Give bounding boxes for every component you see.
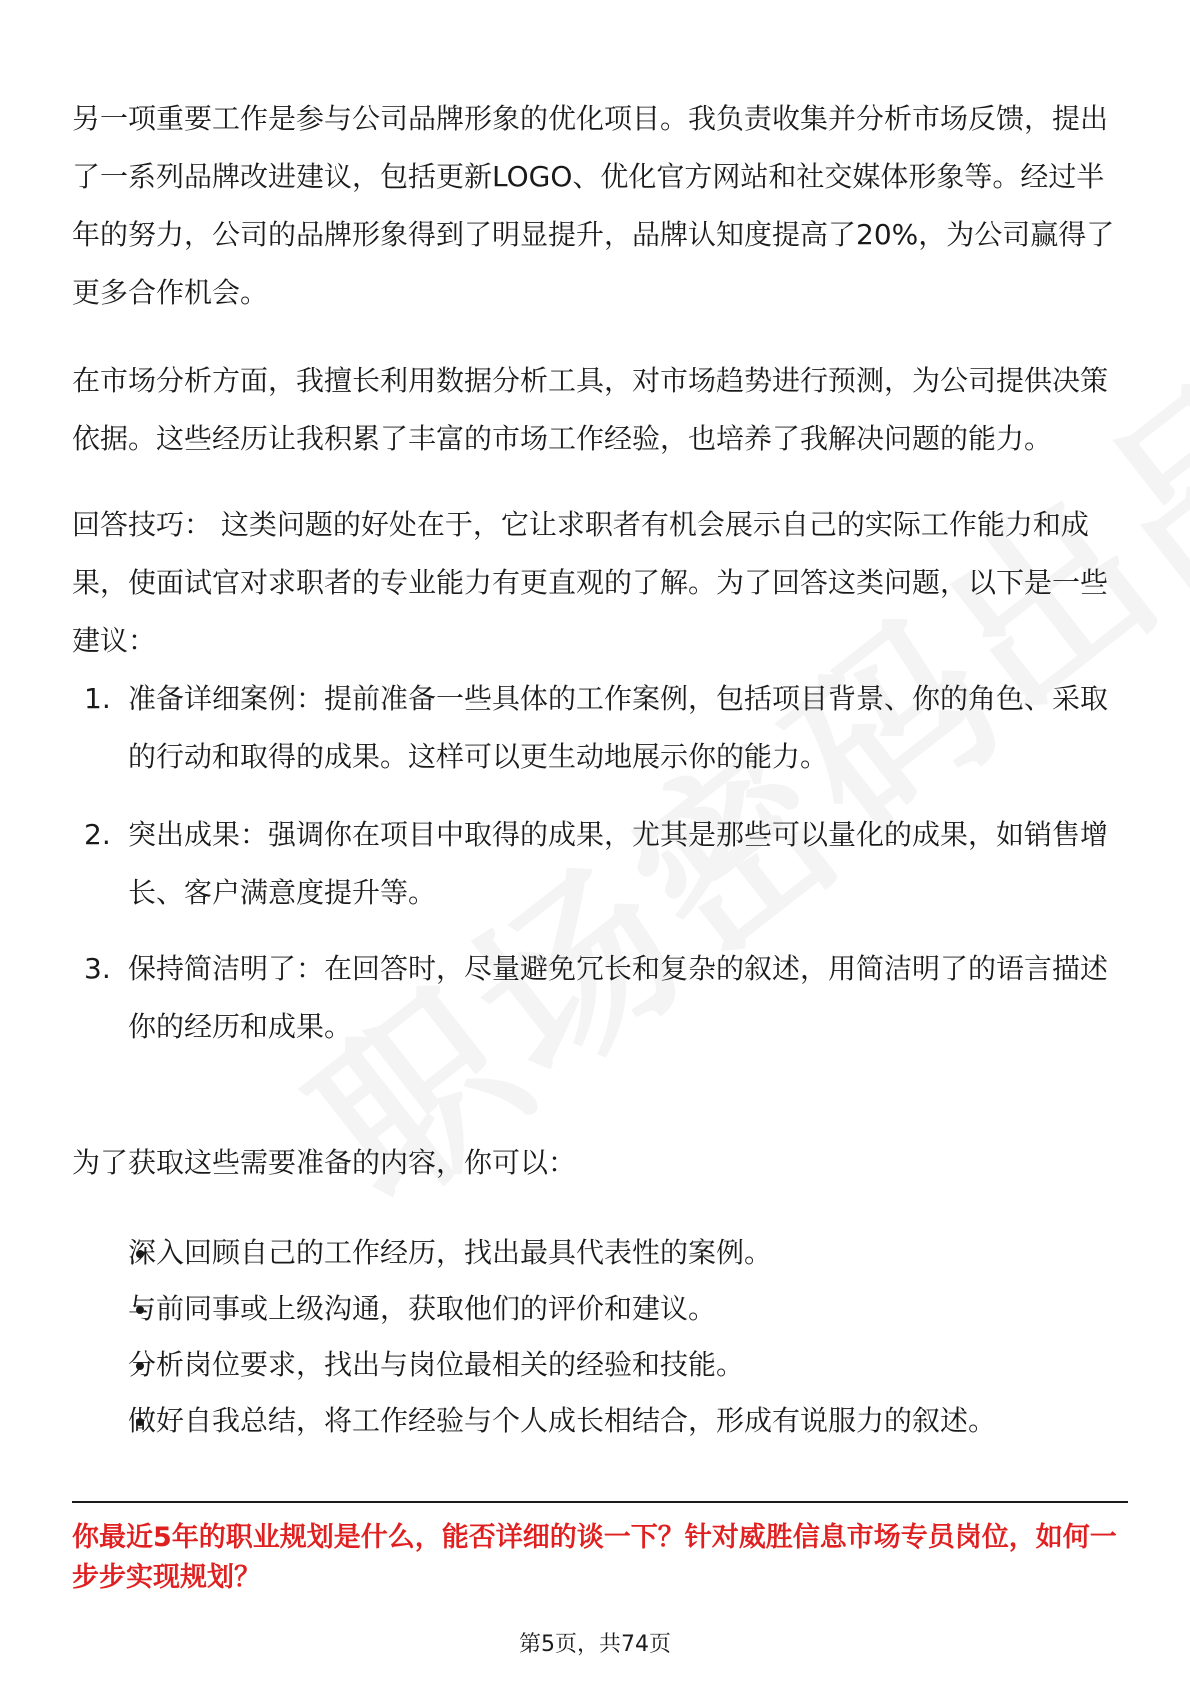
next-question-heading: 你最近5年的职业规划是什么，能否详细的谈一下？针对威胜信息市场专员岗位，如何一步步实现规划？ — [72, 1522, 1117, 1593]
section-divider — [72, 1501, 1128, 1503]
list-text: 深入回顾自己的工作经历，找出最具代表性的案例。 — [128, 1236, 773, 1269]
paragraph-answer-tips: 回答技巧： 这类问题的好处在于，它让求职者有机会展示自己的实际工作能力和成果，使面试官对求职者的专业能力有更直观的了解。为了回答这类问题，以下是一些建议： — [72, 508, 1109, 657]
list-item — [72, 1280, 1128, 1338]
list-item — [72, 1392, 1128, 1450]
list-text: 分析岗位要求，找出与岗位最相关的经验和技能。 — [128, 1348, 745, 1381]
list-text: 做好自我总结，将工作经验与个人成长相结合，形成有说服力的叙述。 — [128, 1404, 997, 1437]
list-text: 保持简洁明了：在回答时，尽量避免冗长和复杂的叙述，用简洁明了的语言描述你的经历和成果。 — [128, 952, 1109, 1043]
list-text: 准备详细案例：提前准备一些具体的工作案例，包括项目背景、你的角色、采取的行动和取得的成果。这样可以更生动地展示你的能力。 — [128, 682, 1109, 773]
page-footer: 第5页，共74页 — [519, 1632, 671, 1657]
list-item — [72, 1224, 1128, 1282]
paragraph-market-analysis: 在市场分析方面，我擅长利用数据分析工具，对市场趋势进行预测，为公司提供决策依据。这些经历让我积累了丰富的市场工作经验，也培养了我解决问题的能力。 — [72, 364, 1109, 455]
paragraph-brand-project: 另一项重要工作是参与公司品牌形象的优化项目。我负责收集并分析市场反馈，提出了一系列品牌改进建议，包括更新LOGO、优化官方网站和社交媒体形象等。经过半年的努力，公司的品牌形象得到了明显提升，品牌认知度提高了20%，为公司赢得了更多合作机会。 — [72, 102, 1115, 309]
paragraph-prep-intro: 为了获取这些需要准备的内容，你可以： — [72, 1146, 577, 1179]
list-text: 突出成果：强调你在项目中取得的成果，尤其是那些可以量化的成果，如销售增长、客户满意度提升等。 — [128, 818, 1109, 909]
list-number: 2. — [84, 818, 111, 851]
list-text: 与前同事或上级沟通，获取他们的评价和建议。 — [128, 1292, 717, 1325]
list-number: 1. — [84, 682, 111, 715]
list-item — [72, 1336, 1128, 1394]
list-number: 3. — [84, 952, 111, 985]
